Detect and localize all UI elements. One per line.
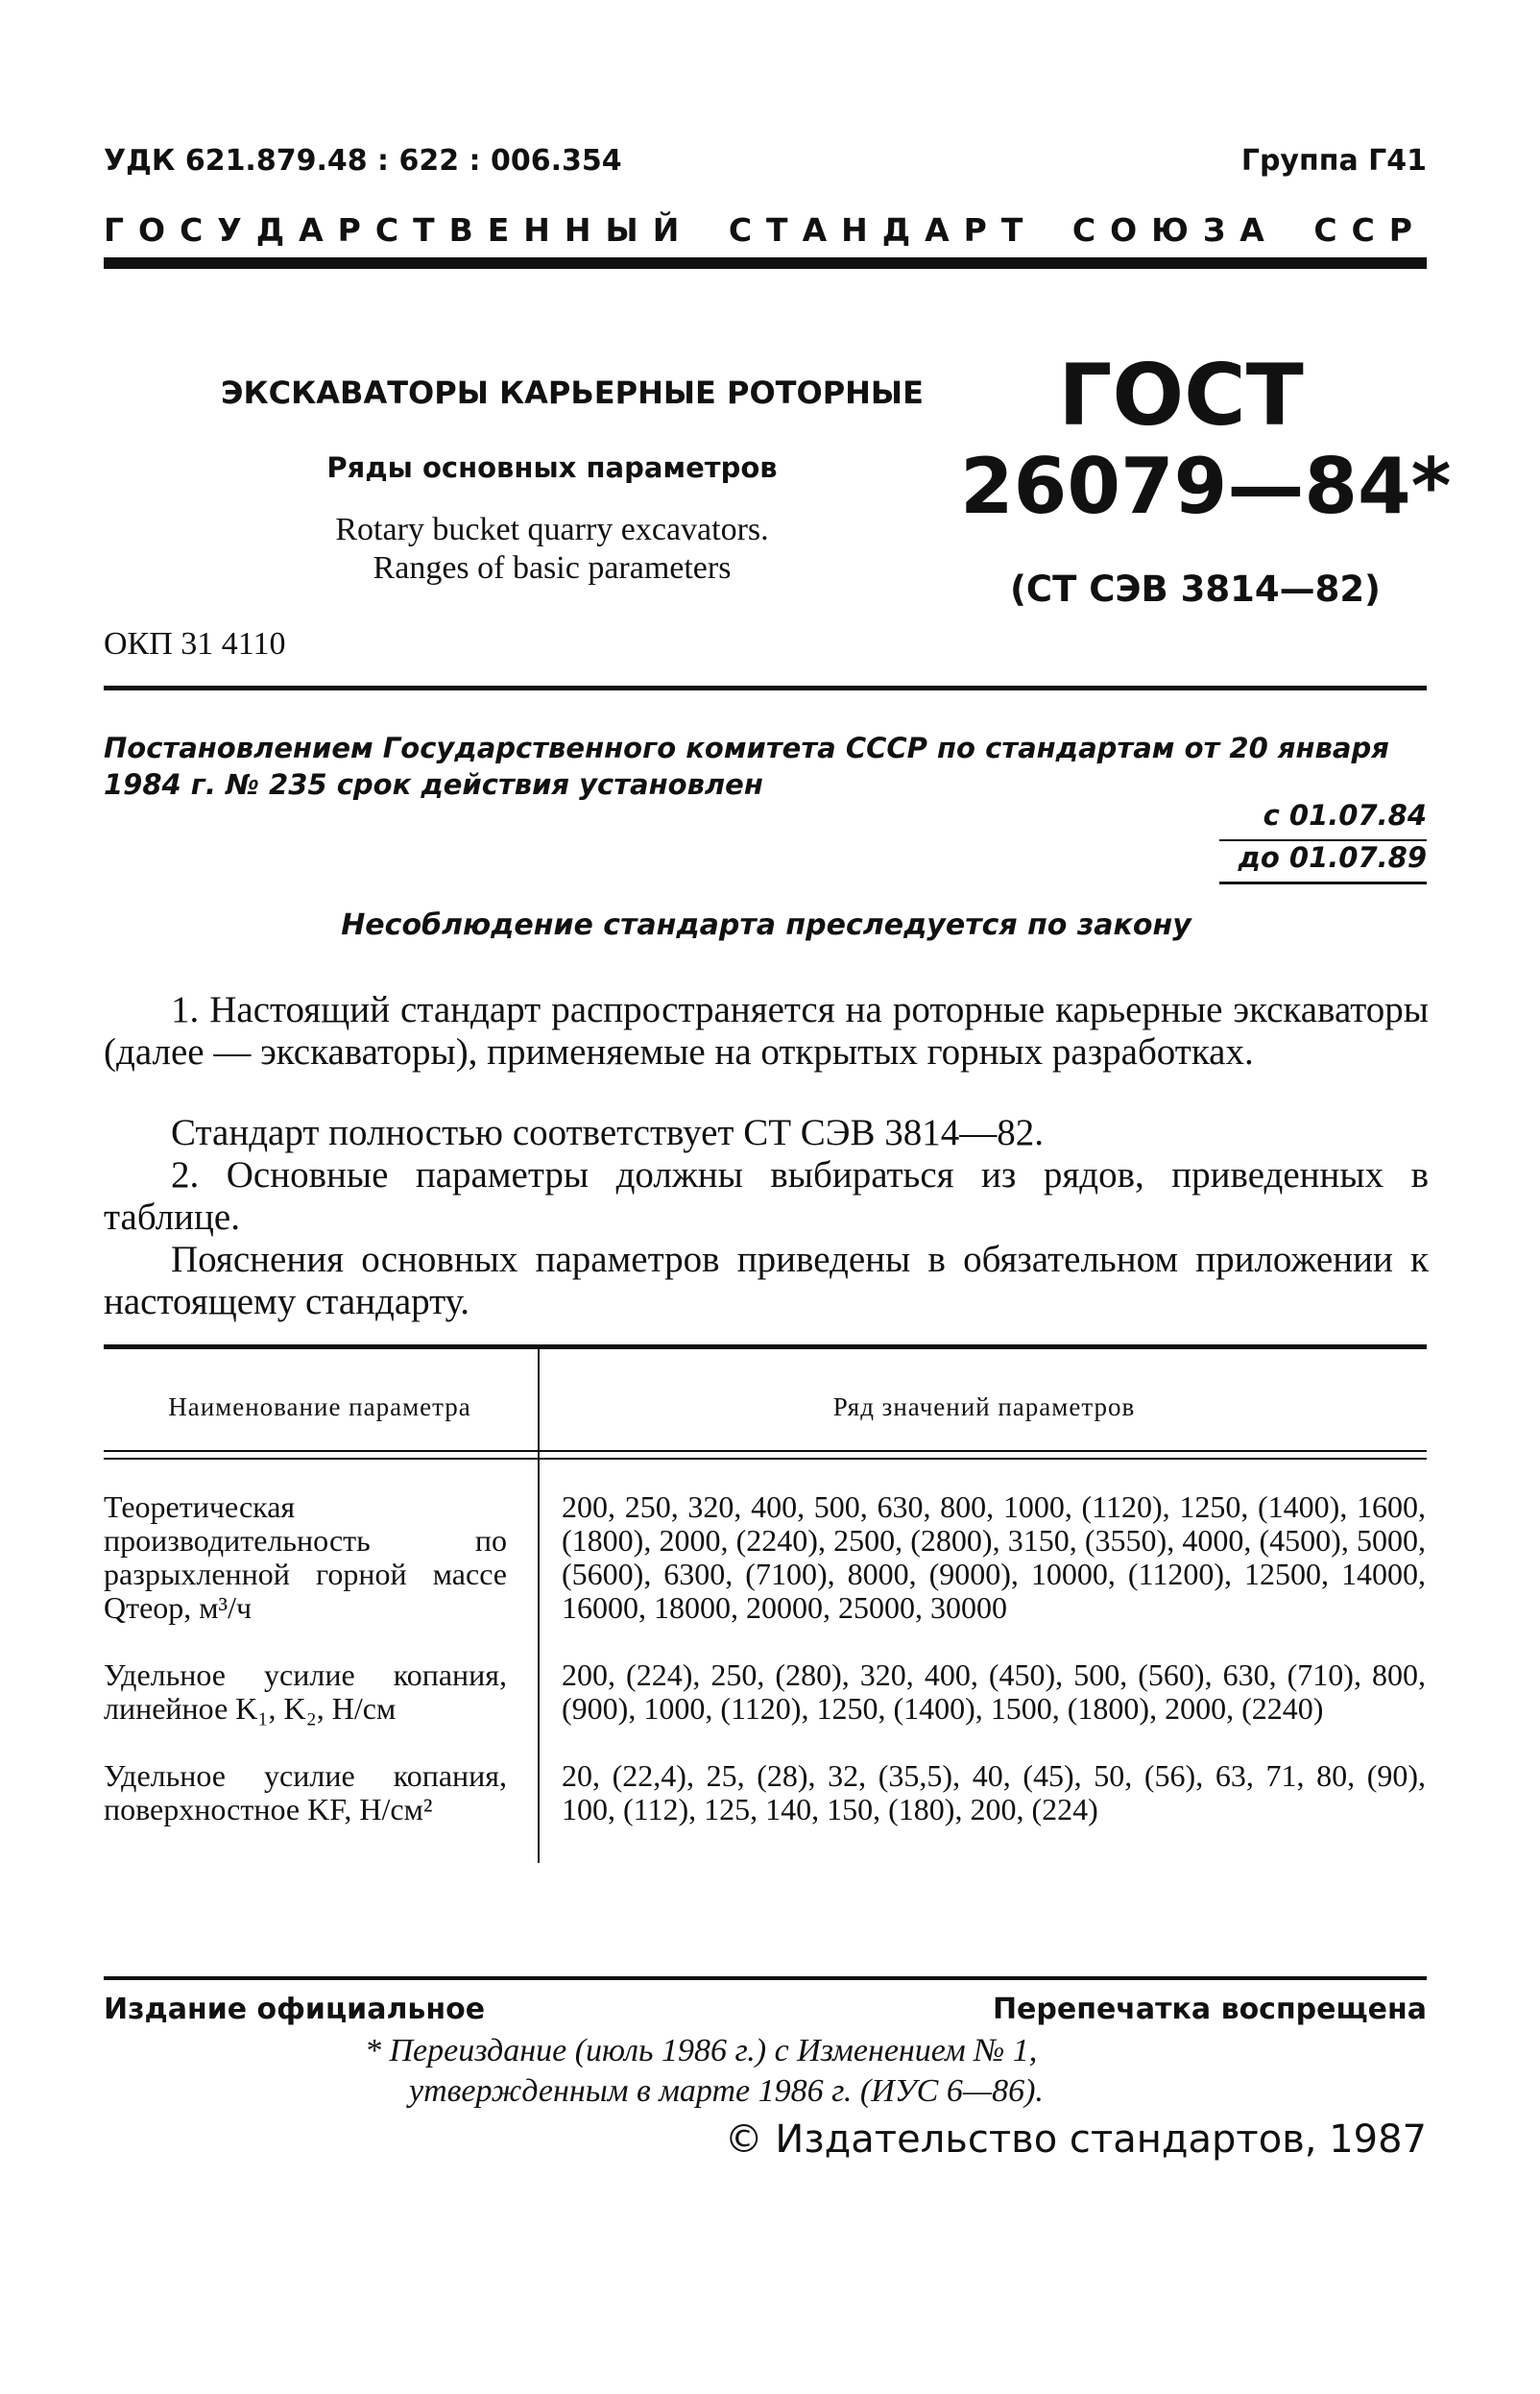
table-row-values: 20, (22,4), 25, (28), 32, (35,5), 40, (45), 50, (56), 63, 71, 80, (90), 100, (112), 125, 140, 150, (180), 200, (224) — [562, 1758, 1426, 1826]
gost-label: ГОСТ — [1058, 346, 1304, 445]
reissue-note — [365, 2031, 1421, 2112]
official-edition: Издание официальное — [104, 1993, 486, 2026]
table-row-name: Удельное усилие копания, линейное K₁, K₂, Н/см — [104, 1657, 507, 1726]
okp-code: ОКП 31 4110 — [104, 626, 286, 662]
reissue-line: утвержденным в марте 1986 г. (ИУС 6—86). — [409, 2073, 1044, 2109]
reprint-prohibited: Перепечатка воспрещена — [992, 1993, 1427, 2026]
table-row-name: Удельное усилие копания, поверхностное KF, Н/см² — [104, 1758, 507, 1826]
table-column-divider — [538, 1349, 540, 1863]
footer-rule — [104, 1976, 1427, 1980]
table-row-values: 200, 250, 320, 400, 500, 630, 800, 1000, (1120), 1250, (1400), 1600, (1800), 2000, (2240), 2500, (2800), 3150, (3550), 4000, (4500), 5000, (5600), 6300, (7100), 8000, (9000), 10000, (11200), 12500, 14000, 16000, 18000, 20000, 25000, 30000 — [562, 1489, 1426, 1625]
paragraph-annex: Пояснения основных параметров приведены в обязательном приложении к настоящему стандарту. — [104, 1239, 1429, 1322]
date-underline — [1219, 882, 1427, 884]
english-title-line: Ranges of basic parameters — [373, 550, 732, 586]
banner-word: ГОСУДАРСТВЕННЫЙ — [104, 211, 694, 249]
reissue-line: * Переиздание (июль 1986 г.) с Изменением № 1, — [365, 2033, 1038, 2068]
table-header-rule — [104, 1450, 1427, 1452]
paragraph-parameters: 2. Основные параметры должны выбираться из рядов, приведенных в таблице. — [104, 1154, 1429, 1238]
table-header-rule — [104, 1458, 1427, 1460]
header-thick-rule — [104, 257, 1427, 269]
paragraph-scope: 1. Настоящий стандарт распространяется на роторные карьерные экскаваторы (далее — экскаваторы), применяемые на открытых горных разработках. — [104, 989, 1429, 1073]
banner-word: ССР — [1313, 211, 1427, 249]
paragraph-compliance: Стандарт полностью соответствует СТ СЭВ 3814—82. — [171, 1112, 1045, 1153]
decree-text: Постановлением Государственного комитета СССР по стандартам от 20 января 1984 г. № 235 срок действия установлен — [104, 732, 1389, 801]
table-header-values: Ряд значений параметров — [832, 1392, 1136, 1421]
valid-to-date: до 01.07.89 — [1238, 841, 1427, 874]
udc-code: УДК 621.879.48 : 622 : 006.354 — [104, 144, 622, 178]
table-row-values: 200, (224), 250, (280), 320, 400, (450), 500, (560), 630, (710), 800, (900), 1000, (1120), 1250, (1400), 1500, (1800), 2000, (2240) — [562, 1657, 1426, 1726]
group-code: Группа Г41 — [1240, 144, 1427, 178]
english-title-line: Rotary bucket quarry excavators. — [335, 512, 769, 547]
table-top-rule — [104, 1344, 1427, 1349]
title-rule — [104, 686, 1427, 690]
table-row-name: Теоретическая производительность по разрыхленной горной массе Qтеор, м³/ч — [104, 1489, 507, 1625]
banner-word: СОЮЗА — [1071, 211, 1279, 249]
st-sev-reference: (СТ СЭВ 3814—82) — [1010, 568, 1381, 610]
valid-from-date: с 01.07.84 — [1263, 799, 1427, 832]
document-subtitle: Ряды основных параметров — [326, 451, 778, 484]
gost-number: 26079—84* — [960, 442, 1452, 531]
banner-word: СТАНДАРТ — [728, 211, 1038, 249]
english-title — [221, 511, 883, 588]
publisher-copyright: © Издательство стандартов, 1987 — [724, 2117, 1427, 2162]
legal-notice: Несоблюдение стандарта преследуется по закону — [341, 908, 1191, 942]
table-header-parameter: Наименование параметра — [168, 1392, 471, 1421]
document-title: ЭКСКАВАТОРЫ КАРЬЕРНЫЕ РОТОРНЫЕ — [221, 375, 924, 411]
state-standard-banner — [104, 211, 1427, 249]
